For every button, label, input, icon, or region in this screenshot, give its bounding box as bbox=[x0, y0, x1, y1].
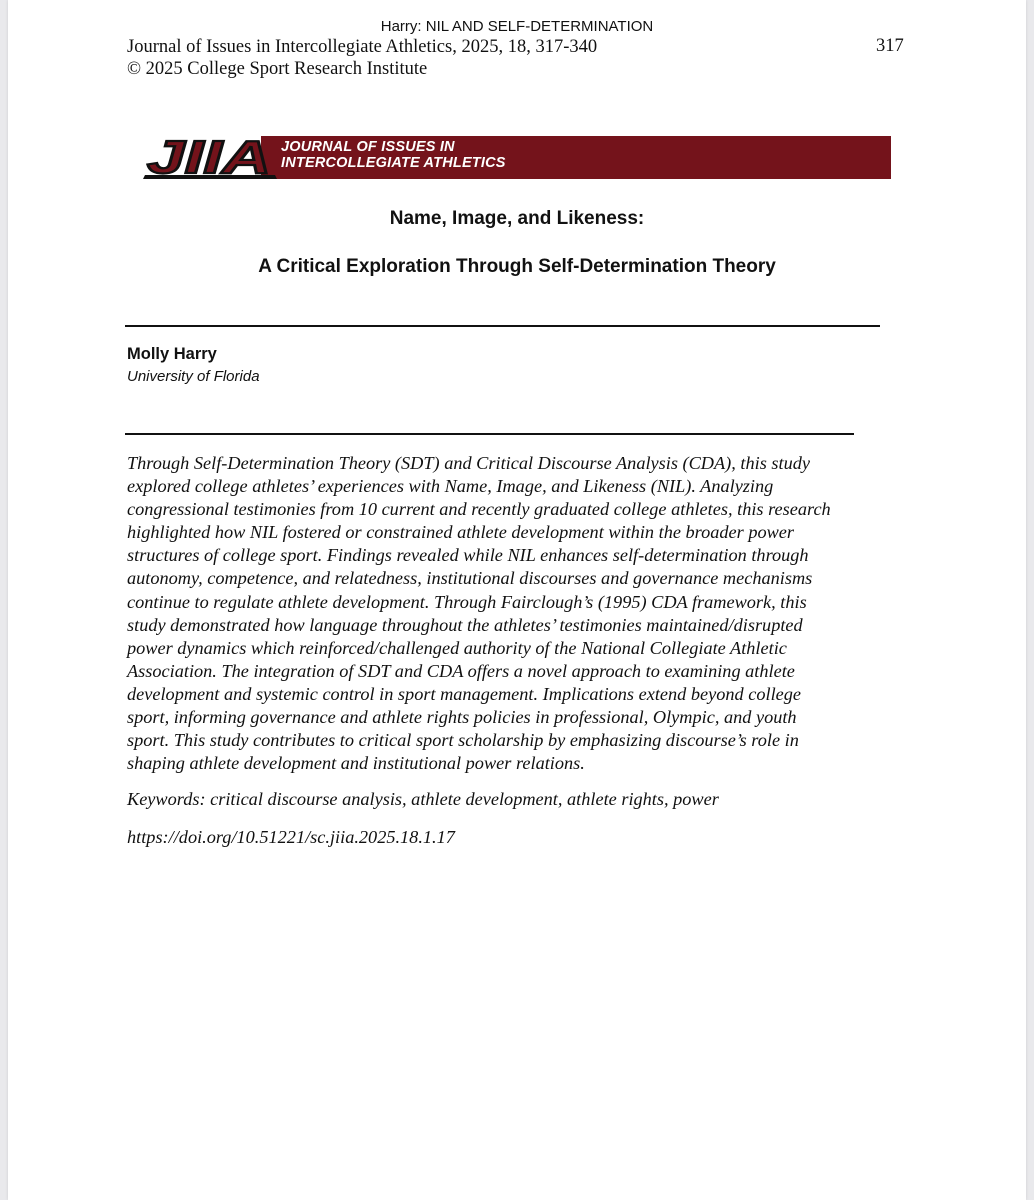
divider-bottom bbox=[125, 433, 854, 435]
page-number: 317 bbox=[876, 36, 904, 56]
divider-top bbox=[125, 325, 880, 327]
author-name: Molly Harry bbox=[127, 345, 217, 363]
abstract-line: sport, informing governance and athlete rights policies in professional, Olympic, and youth bbox=[127, 707, 797, 728]
jiia-logo bbox=[143, 133, 277, 181]
jiia-logo-text: JIIA bbox=[147, 133, 271, 181]
abstract-line: Association. The integration of SDT and CDA offers a novel approach to examining athlete bbox=[127, 660, 795, 681]
doi-link[interactable]: https://doi.org/10.51221/sc.jiia.2025.18.1.17 bbox=[127, 827, 455, 847]
author-affiliation: University of Florida bbox=[127, 368, 260, 385]
banner-line-2: INTERCOLLEGIATE ATHLETICS bbox=[281, 155, 506, 171]
journal-citation: Journal of Issues in Intercollegiate Athletics, 2025, 18, 317-340 bbox=[127, 37, 598, 57]
abstract-line: development and systemic control in sport management. Implications extend beyond college bbox=[127, 683, 802, 704]
abstract-line: highlighted how NIL fostered or constrained athlete development within the broader power bbox=[127, 522, 795, 543]
banner-line-1: JOURNAL OF ISSUES IN bbox=[281, 139, 455, 155]
abstract bbox=[127, 452, 917, 775]
article-title-line-2: A Critical Exploration Through Self-Determination Theory bbox=[258, 256, 776, 277]
abstract-line: sport. This study contributes to critical sport scholarship by emphasizing discourse’s role in bbox=[127, 730, 799, 751]
running-head: Harry: NIL AND SELF-DETERMINATION bbox=[380, 18, 654, 35]
abstract-line: Through Self-Determination Theory (SDT) and Critical Discourse Analysis (CDA), this study bbox=[127, 453, 810, 473]
article-title-line-1: Name, Image, and Likeness: bbox=[389, 208, 645, 229]
abstract-line: power dynamics which reinforced/challenged authority of the National Collegiate Athletic bbox=[127, 637, 787, 658]
abstract-line: continue to regulate athlete development. Through Fairclough’s (1995) CDA framework, this bbox=[127, 591, 807, 612]
journal-banner bbox=[143, 133, 891, 181]
abstract-line: study demonstrated how language throughout the athletes’ testimonies maintained/disrupted bbox=[127, 614, 803, 635]
abstract-line: autonomy, competence, and relatedness, institutional discourses and governance mechanisms bbox=[127, 568, 813, 589]
banner-journal-name bbox=[281, 139, 506, 171]
keywords: Keywords: critical discourse analysis, athlete development, athlete rights, power bbox=[127, 789, 719, 809]
abstract-line: structures of college sport. Findings revealed while NIL enhances self-determination through bbox=[127, 545, 809, 566]
abstract-line: explored college athletes’ experiences with Name, Image, and Likeness (NIL). Analyzing bbox=[127, 476, 774, 497]
abstract-line: shaping athlete development and institutional power relations. bbox=[127, 753, 585, 774]
copyright-notice: © 2025 College Sport Research Institute bbox=[127, 59, 428, 79]
abstract-line: congressional testimonies from 10 current and recently graduated college athletes, this research bbox=[127, 499, 831, 520]
